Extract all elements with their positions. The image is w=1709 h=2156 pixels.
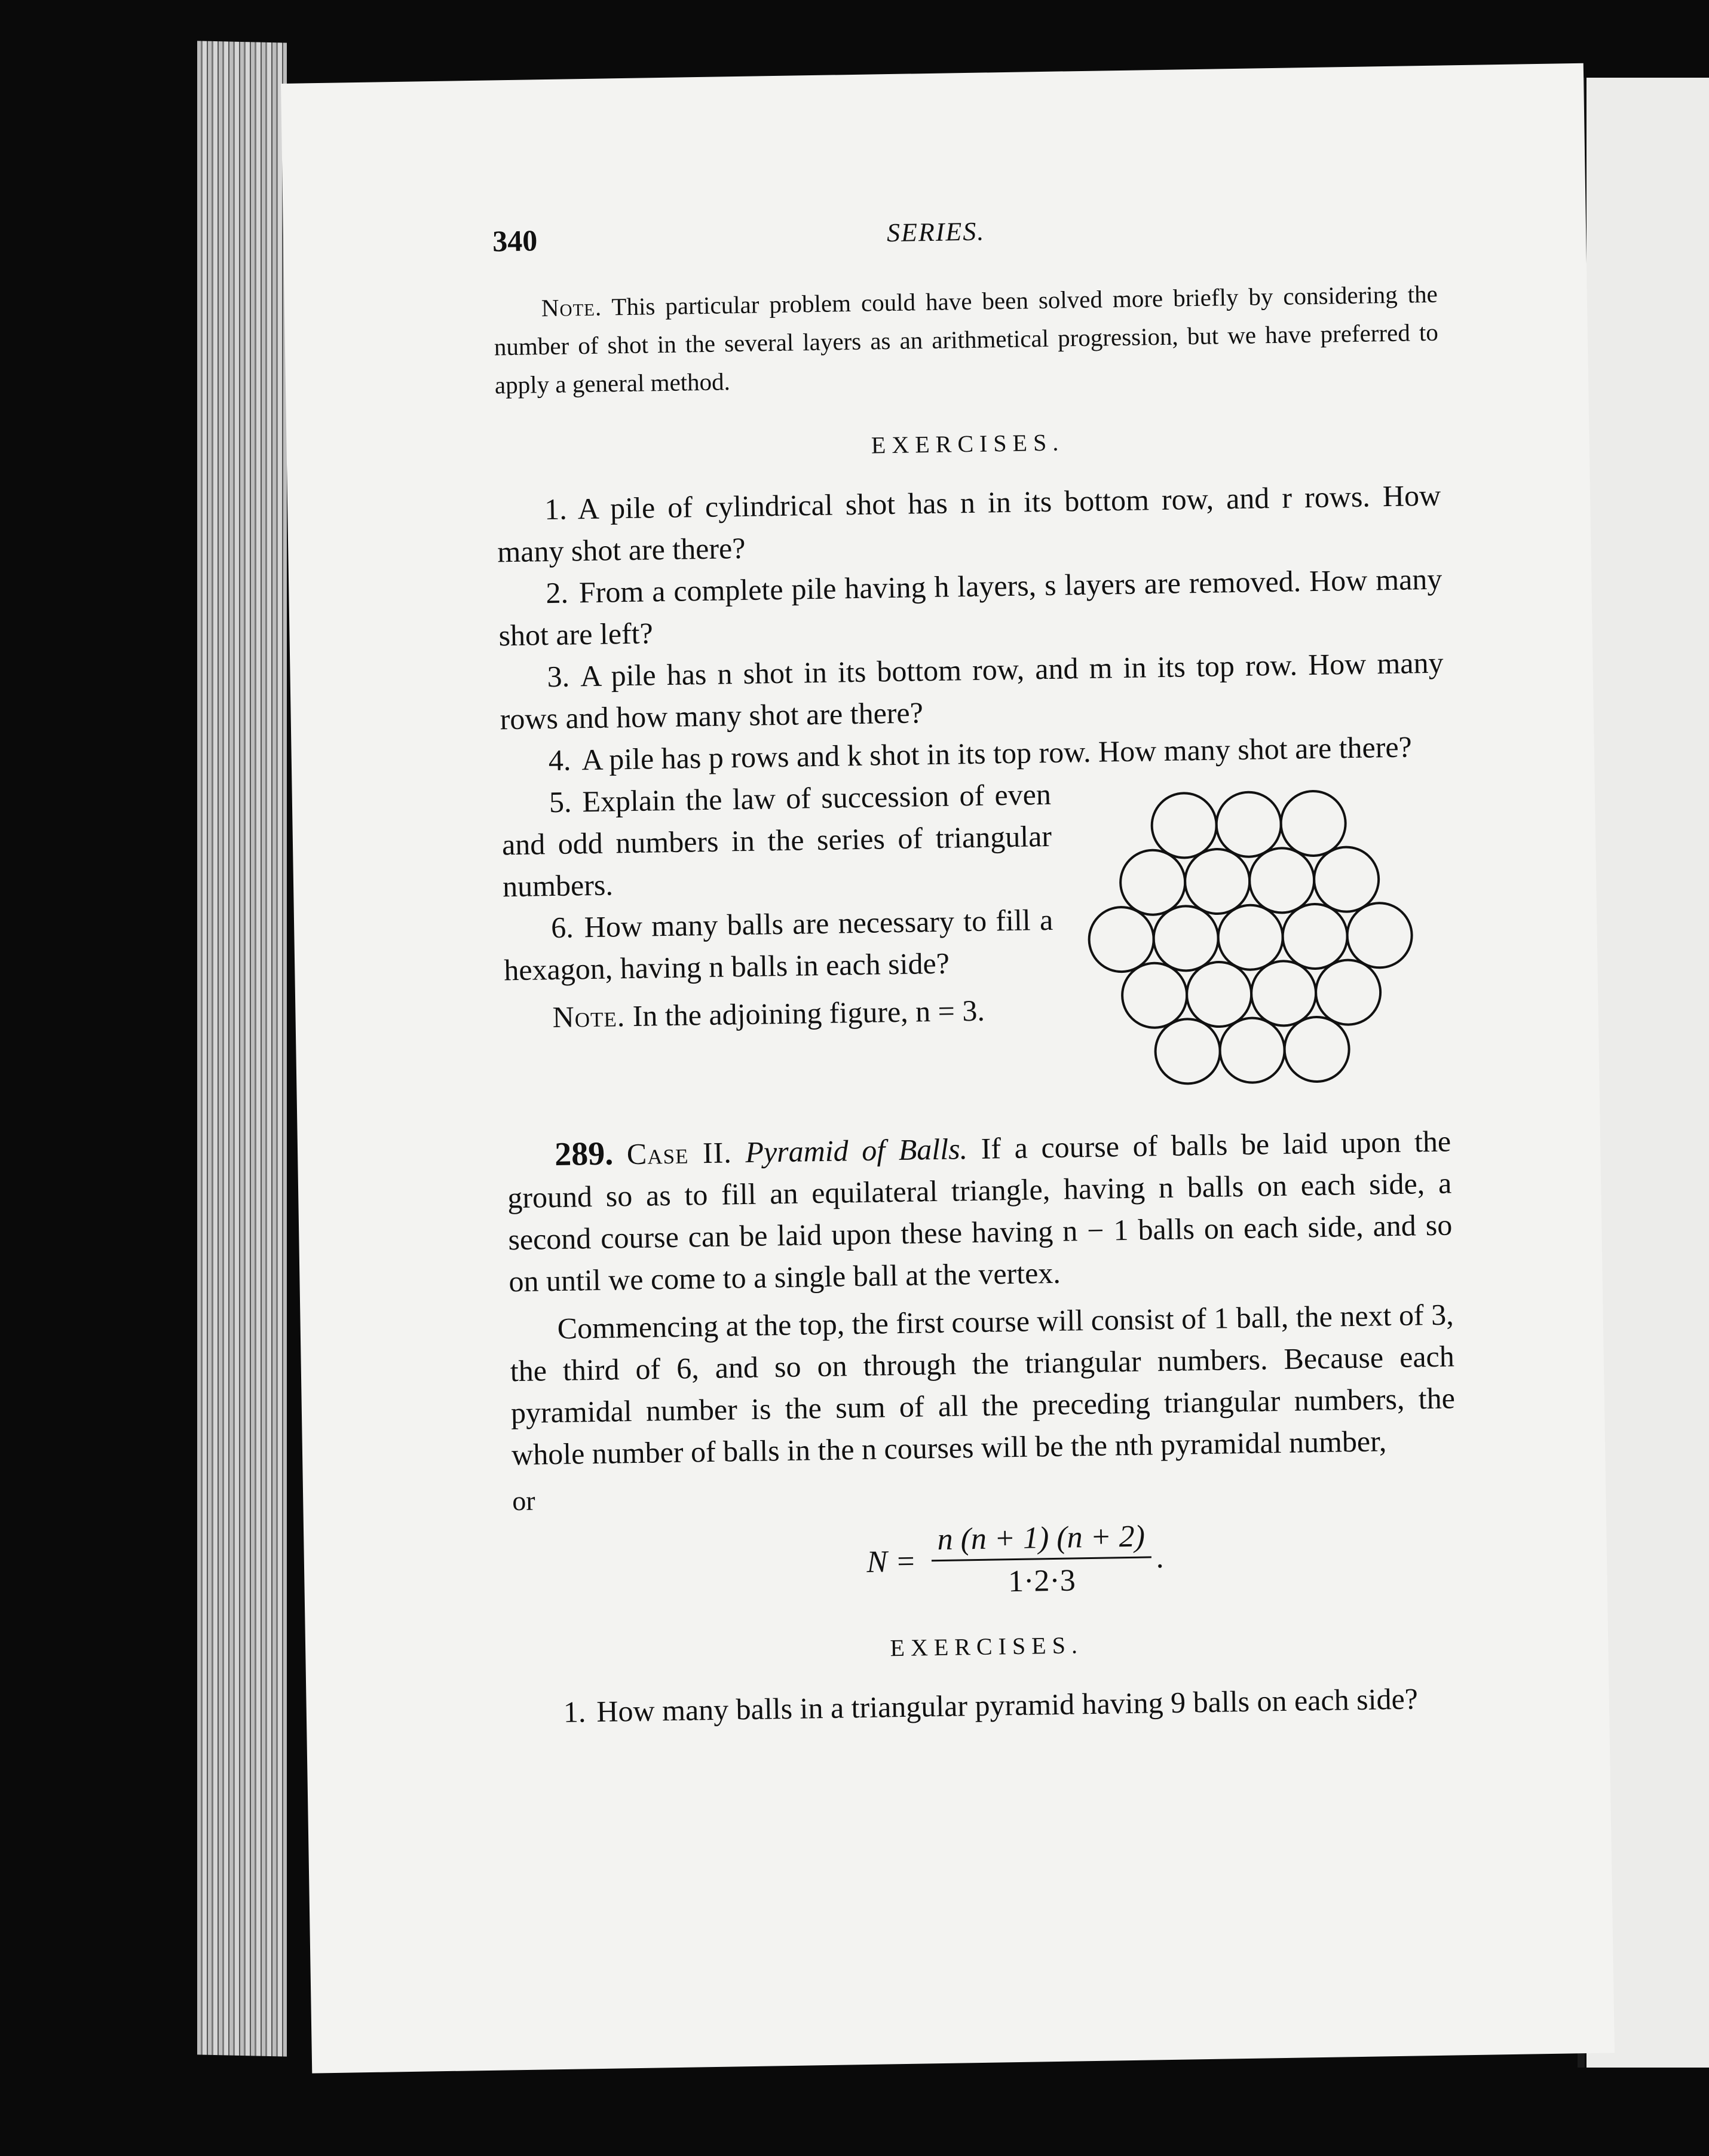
page-edges [197,41,287,2056]
note-text: This particular problem could have been solved more briefly by considering the number of shot in the several layers as an arithmetical progression, but we have preferred to apply a general method. [494,280,1439,399]
ball [1120,850,1186,915]
ball [1151,793,1217,859]
exercise-item: 1. A pile of cylindrical shot has n in its bottom row, and r rows. How many shot are there? [497,478,1441,569]
section-text-1: If a course of balls be laid upon the ground so as to fill an equilateral triangle, having n balls on each side, a second course can be laid upon these having n − 1 balls on each side, and so on until we come to a single ball at the vertex. [507,1124,1453,1298]
ball [1153,906,1219,972]
formula-denominator: 1·2·3 [1007,1563,1076,1599]
ball [1282,904,1348,969]
ball [1284,1016,1350,1082]
formula-end: . [1156,1541,1164,1575]
exercise-item: 6. How many balls are necessary to fill a hexagon, having n balls in each side? [503,902,1053,987]
exercise-item: 4. A pile has p rows and k shot in its top row. How many shot are there? [548,730,1413,777]
note-label: Note. [541,293,602,322]
ball [1216,792,1282,858]
running-title: SERIES. [886,216,985,248]
ball [1313,847,1379,912]
exercise-item: 5. Explain the law of succession of even and odd numbers in the series of triangular numbers. [501,777,1052,904]
book-page [281,63,1615,2074]
formula-lhs: N = [866,1544,917,1579]
figure-note: Note. In the adjoining figure, n = 3. [552,993,985,1034]
note-paragraph [493,275,1439,405]
ball [1089,906,1154,972]
hexagon-of-balls [1062,767,1438,1108]
ball [1249,848,1315,914]
section-title: Pyramid of Balls. [745,1132,968,1169]
ball [1218,905,1284,970]
ball [1184,849,1250,914]
ball [1155,1019,1221,1085]
ball [1347,902,1413,968]
exercise-item: 2. From a complete pile having h layers, s layers are removed. How many shot are left? [498,562,1442,653]
figure-block [501,767,1450,1117]
ball [1122,963,1187,1028]
case-label: Case II. [626,1135,733,1171]
figure-text [501,773,1055,1039]
pyramid-formula [572,1514,1458,1606]
ball [1315,960,1381,1025]
exercise-item: 1. How many balls in a triangular pyramid having 9 balls on each side? [563,1682,1419,1729]
exercises-heading-2: EXERCISES. [890,1631,1084,1662]
ball [1186,961,1252,1027]
formula-numerator: n (n + 1) (n + 2) [931,1518,1151,1561]
ball [1281,791,1346,856]
exercises-heading: EXERCISES. [871,428,1065,459]
page-header [492,209,1437,278]
ball [1220,1018,1285,1083]
section-paragraph-1 [507,1119,1453,1302]
exercise-item: 3. A pile has n shot in its bottom row, and m in its top row. How many rows and how many shot are there? [500,645,1444,736]
page-number: 340 [492,223,538,258]
page-content [492,209,1460,1734]
or-word: or [512,1485,536,1517]
formula-fraction [931,1518,1151,1600]
section-number: 289. [554,1135,614,1174]
hexagon-figure [1062,767,1450,1108]
ball [1251,960,1316,1026]
section-paragraph-2: Commencing at the top, the first course will consist of 1 ball, the next of 3, the third of 6, and so on through the triangular numbers. Because each pyramidal number is the sum of all the preceding triangular numbers, the whole number of balls in the n courses will be the nth pyramidal number, [510,1297,1456,1472]
